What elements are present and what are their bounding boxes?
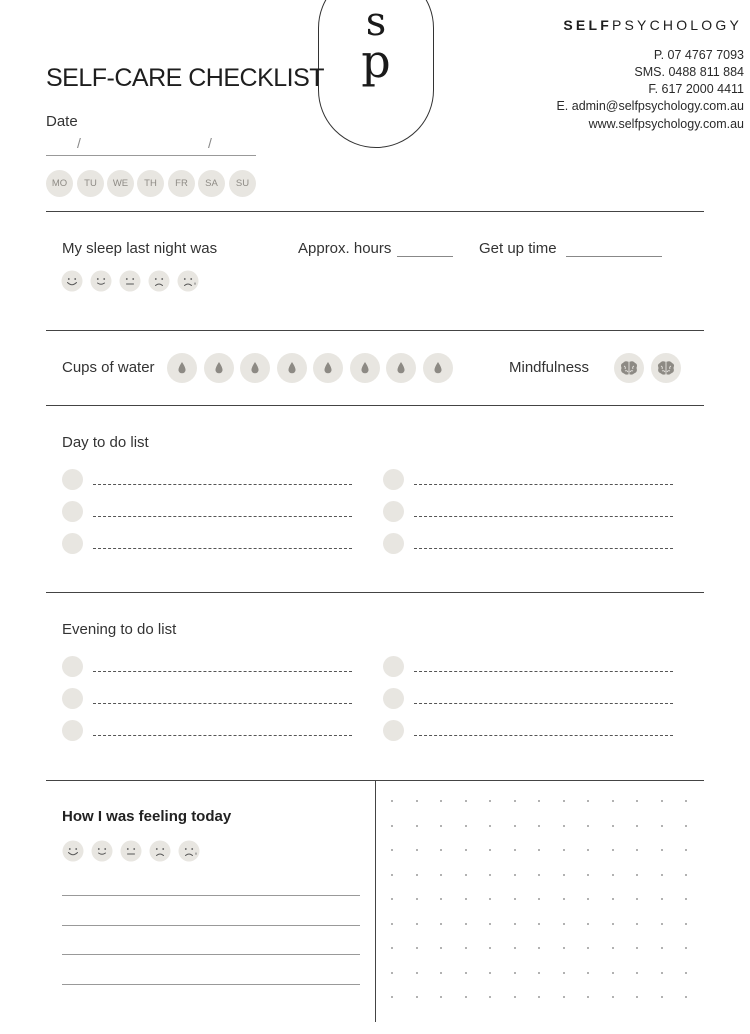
grid-dot: [612, 800, 614, 802]
grid-dot: [538, 923, 540, 925]
grid-dot: [661, 947, 663, 949]
grid-dot: [391, 947, 393, 949]
grid-dot: [465, 972, 467, 974]
grid-dot: [465, 849, 467, 851]
grid-dot: [587, 972, 589, 974]
water-drop-icon: [359, 361, 371, 375]
contact-email[interactable]: E. admin@selfpsychology.com.au: [556, 99, 744, 113]
todo-checkbox[interactable]: [383, 656, 404, 677]
todo-line[interactable]: [414, 703, 673, 704]
logo-letter-p: p: [361, 34, 391, 88]
day-sunday[interactable]: SU: [229, 170, 256, 197]
grid-dot: [489, 825, 491, 827]
todo-item[interactable]: [383, 656, 675, 678]
water-drop-icon: [322, 361, 334, 375]
grid-dot: [391, 874, 393, 876]
grid-dot: [612, 972, 614, 974]
sleep-label: My sleep last night was: [62, 240, 218, 257]
grid-dot: [440, 923, 442, 925]
very-happy-face-icon[interactable]: [62, 840, 84, 862]
water-cup-1[interactable]: [167, 353, 197, 383]
date-separator: /: [77, 135, 81, 151]
grid-dot: [416, 996, 418, 998]
todo-line[interactable]: [414, 548, 673, 549]
grid-dot: [636, 947, 638, 949]
todo-line[interactable]: [93, 548, 352, 549]
water-cup-8[interactable]: [423, 353, 453, 383]
grid-dot: [636, 800, 638, 802]
date-separator: /: [208, 135, 212, 151]
grid-dot: [661, 849, 663, 851]
grid-dot: [538, 996, 540, 998]
grid-dot: [563, 874, 565, 876]
grid-dot: [661, 996, 663, 998]
grid-dot: [391, 996, 393, 998]
grid-dot: [685, 849, 687, 851]
todo-checkbox[interactable]: [383, 501, 404, 522]
grid-dot: [685, 825, 687, 827]
grid-dot: [636, 874, 638, 876]
grid-dot: [685, 898, 687, 900]
todo-checkbox[interactable]: [62, 656, 83, 677]
grid-dot: [636, 898, 638, 900]
grid-dot: [587, 874, 589, 876]
grid-dot: [563, 923, 565, 925]
feeling-write-line[interactable]: [62, 925, 360, 926]
grid-dot: [587, 996, 589, 998]
water-cup-2[interactable]: [204, 353, 234, 383]
happy-face-icon[interactable]: [91, 840, 113, 862]
todo-item[interactable]: [62, 656, 354, 678]
logo-letter-s: s: [365, 0, 387, 45]
water-cup-5[interactable]: [313, 353, 343, 383]
grid-dot: [514, 849, 516, 851]
feeling-write-line[interactable]: [62, 895, 360, 896]
grid-dot: [440, 972, 442, 974]
todo-line[interactable]: [93, 703, 352, 704]
grid-dot: [489, 849, 491, 851]
very-happy-face-icon[interactable]: [61, 270, 83, 292]
grid-dot: [514, 996, 516, 998]
todo-checkbox[interactable]: [383, 720, 404, 741]
day-wednesday[interactable]: WE: [107, 170, 134, 197]
grid-dot: [636, 849, 638, 851]
contact-sms: SMS. 0488 811 884: [634, 65, 744, 79]
water-drop-icon: [249, 361, 261, 375]
grid-dot: [538, 800, 540, 802]
grid-dot: [587, 800, 589, 802]
grid-dot: [685, 996, 687, 998]
grid-dot: [612, 996, 614, 998]
todo-item[interactable]: [62, 501, 354, 523]
grid-dot: [514, 972, 516, 974]
section-divider: [46, 405, 704, 406]
todo-checkbox[interactable]: [383, 533, 404, 554]
water-drop-icon: [286, 361, 298, 375]
mindfulness-label: Mindfulness: [509, 359, 590, 376]
grid-dot: [416, 825, 418, 827]
grid-dot: [661, 825, 663, 827]
feeling-label: How I was feeling today: [62, 808, 232, 825]
grid-dot: [440, 800, 442, 802]
todo-checkbox[interactable]: [383, 469, 404, 490]
sad-face-icon[interactable]: [149, 840, 171, 862]
grid-dot: [391, 800, 393, 802]
water-drop-icon: [432, 361, 444, 375]
grid-dot: [636, 972, 638, 974]
day-friday[interactable]: FR: [168, 170, 195, 197]
crying-face-icon[interactable]: [178, 840, 200, 862]
todo-checkbox[interactable]: [62, 533, 83, 554]
water-cups-row: [167, 353, 459, 383]
grid-dot: [587, 825, 589, 827]
water-drop-icon: [213, 361, 225, 375]
grid-dot: [538, 947, 540, 949]
grid-dot: [514, 825, 516, 827]
page-title: SELF-CARE CHECKLIST: [46, 64, 325, 92]
grid-dot: [612, 874, 614, 876]
grid-dot: [538, 972, 540, 974]
grid-dot: [538, 874, 540, 876]
grid-dot: [685, 947, 687, 949]
grid-dot: [612, 923, 614, 925]
water-cup-7[interactable]: [386, 353, 416, 383]
grid-dot: [440, 849, 442, 851]
grid-dot: [440, 825, 442, 827]
grid-dot: [685, 972, 687, 974]
mindfulness-row: [614, 353, 688, 383]
contact-fax: F. 617 2000 4411: [648, 82, 744, 96]
grid-dot: [440, 874, 442, 876]
grid-dot: [416, 972, 418, 974]
grid-dot: [587, 849, 589, 851]
grid-dot: [465, 874, 467, 876]
grid-dot: [685, 800, 687, 802]
contact-phone: P. 07 4767 7093: [653, 48, 744, 62]
todo-item[interactable]: [383, 688, 675, 710]
todo-item[interactable]: [383, 533, 675, 555]
mindfulness-2[interactable]: [651, 353, 681, 383]
grid-dot: [489, 923, 491, 925]
grid-dot: [514, 947, 516, 949]
grid-dot: [489, 800, 491, 802]
day-thursday[interactable]: TH: [137, 170, 164, 197]
neutral-face-icon[interactable]: [120, 840, 142, 862]
date-field[interactable]: [46, 155, 256, 156]
section-divider: [46, 330, 704, 331]
grid-dot: [391, 923, 393, 925]
grid-dot: [489, 898, 491, 900]
water-cup-4[interactable]: [277, 353, 307, 383]
todo-line[interactable]: [93, 516, 352, 517]
neutral-face-icon[interactable]: [119, 270, 141, 292]
grid-dot: [465, 825, 467, 827]
getup-label: Get up time: [479, 240, 557, 257]
grid-dot: [440, 898, 442, 900]
day-saturday[interactable]: SA: [198, 170, 225, 197]
grid-dot: [538, 898, 540, 900]
grid-dot: [587, 923, 589, 925]
feeling-write-line[interactable]: [62, 954, 360, 955]
todo-item[interactable]: [62, 469, 354, 491]
grid-dot: [563, 800, 565, 802]
grid-dot: [465, 996, 467, 998]
brand-name-bold: SELF: [563, 17, 612, 33]
day-tuesday[interactable]: TU: [77, 170, 104, 197]
hours-field[interactable]: [397, 256, 453, 257]
todo-item[interactable]: [62, 688, 354, 710]
brain-icon: [620, 360, 638, 376]
vertical-divider: [375, 780, 376, 1022]
water-cup-3[interactable]: [240, 353, 270, 383]
section-divider: [46, 592, 704, 593]
brand-name-light: PSYCHOLOGY: [611, 17, 742, 33]
todo-checkbox[interactable]: [62, 469, 83, 490]
contact-website[interactable]: www.selfpsychology.com.au: [588, 117, 744, 131]
grid-dot: [489, 996, 491, 998]
mindfulness-1[interactable]: [614, 353, 644, 383]
grid-dot: [587, 898, 589, 900]
section-divider: [46, 211, 704, 212]
water-label: Cups of water: [62, 359, 155, 376]
grid-dot: [661, 972, 663, 974]
grid-dot: [538, 849, 540, 851]
todo-checkbox[interactable]: [62, 688, 83, 709]
grid-dot: [465, 947, 467, 949]
grid-dot: [416, 849, 418, 851]
grid-dot: [465, 800, 467, 802]
todo-line[interactable]: [93, 671, 352, 672]
grid-dot: [612, 849, 614, 851]
todo-item[interactable]: [383, 720, 675, 742]
grid-dot: [685, 874, 687, 876]
brand-name: [563, 17, 742, 33]
grid-dot: [661, 874, 663, 876]
sad-face-icon[interactable]: [148, 270, 170, 292]
grid-dot: [587, 947, 589, 949]
grid-dot: [563, 825, 565, 827]
grid-dot: [612, 898, 614, 900]
grid-dot: [465, 923, 467, 925]
grid-dot: [416, 947, 418, 949]
grid-dot: [636, 825, 638, 827]
todo-line[interactable]: [414, 735, 673, 736]
grid-dot: [489, 874, 491, 876]
grid-dot: [636, 996, 638, 998]
todo-checkbox[interactable]: [383, 688, 404, 709]
todo-item[interactable]: [383, 501, 675, 523]
grid-dot: [612, 947, 614, 949]
grid-dot: [465, 898, 467, 900]
grid-dot: [391, 898, 393, 900]
grid-dot: [416, 800, 418, 802]
todo-checkbox[interactable]: [62, 501, 83, 522]
todo-checkbox[interactable]: [62, 720, 83, 741]
grid-dot: [563, 947, 565, 949]
grid-dot: [538, 825, 540, 827]
day-todo-label: Day to do list: [62, 434, 149, 451]
todo-line[interactable]: [414, 516, 673, 517]
todo-item[interactable]: [383, 469, 675, 491]
grid-dot: [514, 874, 516, 876]
todo-item[interactable]: [62, 720, 354, 742]
grid-dot: [514, 923, 516, 925]
grid-dot: [661, 898, 663, 900]
water-drop-icon: [176, 361, 188, 375]
feeling-write-line[interactable]: [62, 984, 360, 985]
grid-dot: [489, 972, 491, 974]
todo-line[interactable]: [414, 671, 673, 672]
grid-dot: [612, 825, 614, 827]
grid-dot: [416, 898, 418, 900]
grid-dot: [563, 898, 565, 900]
todo-line[interactable]: [93, 735, 352, 736]
grid-dot: [661, 800, 663, 802]
grid-dot: [514, 800, 516, 802]
crying-face-icon[interactable]: [177, 270, 199, 292]
grid-dot: [416, 923, 418, 925]
grid-dot: [563, 849, 565, 851]
grid-dot: [685, 923, 687, 925]
water-drop-icon: [395, 361, 407, 375]
grid-dot: [391, 972, 393, 974]
grid-dot: [416, 874, 418, 876]
grid-dot: [440, 996, 442, 998]
grid-dot: [391, 849, 393, 851]
todo-line[interactable]: [93, 484, 352, 485]
brain-icon: [657, 360, 675, 376]
grid-dot: [563, 972, 565, 974]
grid-dot: [661, 923, 663, 925]
grid-dot: [391, 825, 393, 827]
day-monday[interactable]: MO: [46, 170, 73, 197]
getup-field[interactable]: [566, 256, 662, 257]
water-cup-6[interactable]: [350, 353, 380, 383]
happy-face-icon[interactable]: [90, 270, 112, 292]
todo-item[interactable]: [62, 533, 354, 555]
grid-dot: [636, 923, 638, 925]
todo-line[interactable]: [414, 484, 673, 485]
grid-dot: [514, 898, 516, 900]
grid-dot: [440, 947, 442, 949]
evening-todo-label: Evening to do list: [62, 621, 177, 638]
grid-dot: [489, 947, 491, 949]
feeling-mood-row: [62, 840, 207, 862]
grid-dot: [563, 996, 565, 998]
hours-label: Approx. hours: [298, 240, 392, 257]
date-label: Date: [46, 113, 78, 130]
sleep-mood-row: [61, 270, 206, 292]
